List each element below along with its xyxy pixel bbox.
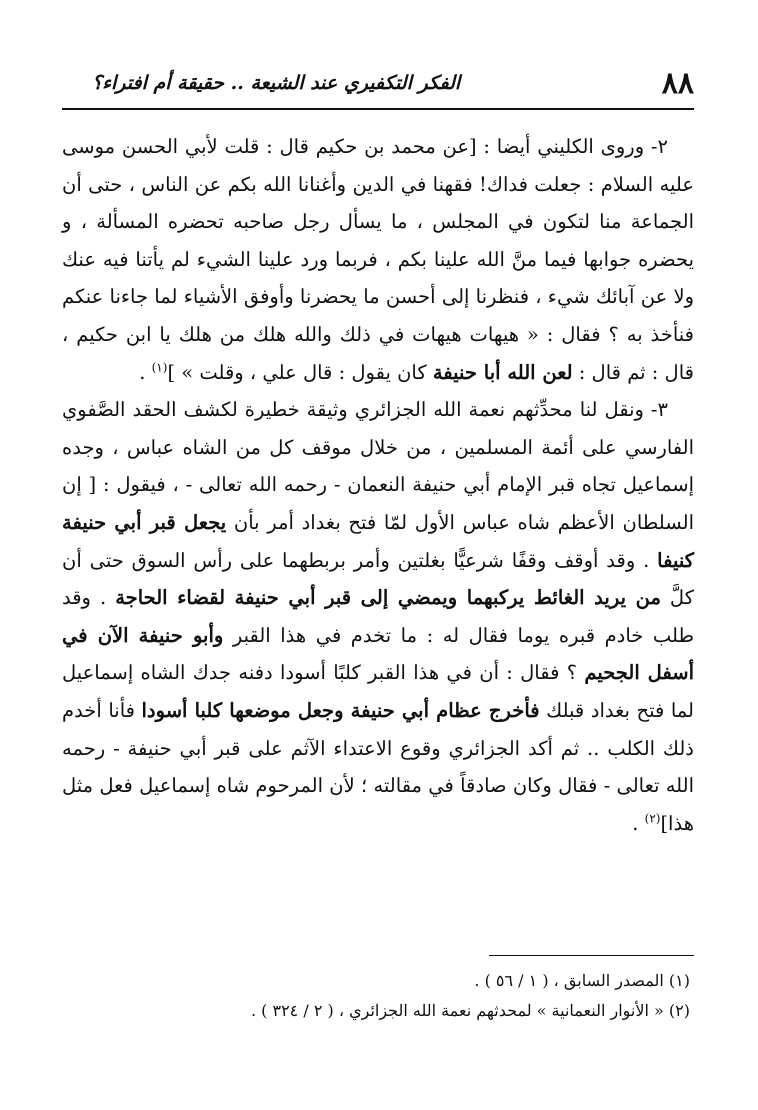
paragraph-2 <box>62 128 694 391</box>
footnote-ref-1: (١) <box>151 360 168 375</box>
bold-text-run: فأخرج عظام أبي حنيفة وجعل موضعها كلبا أسودا <box>141 698 540 722</box>
header-rule <box>62 108 694 110</box>
text-run: . <box>139 360 152 384</box>
text-run: ؟ فقال : أن في هذا القبر كلبًا أسودا دفنه جدك الشاه إسماعيل لما فتح بغداد قبلك <box>62 661 694 722</box>
footnote-2: (٢) « الأنوار النعمانية » لمحدثهم نعمة الله الجزائري ، ( ٢ / ٣٢٤ ) . <box>250 1001 690 1020</box>
text-run: . وقد طلب خادم قبره يوما فقال له : ما تخدم في هذا القبر <box>62 586 694 647</box>
text-run: ٣- ونقل لنا محدِّثهم نعمة الله الجزائري وثيقة خطيرة لكشف الحقد الصَّفوي الفارسي على أئمة المسلمين ، من خلال موقف كل من الشاه عباس ، وجده إسماعيل تجاه قبر الإمام أبي حنيفة النعمان - رحمه الله تعالى - ، فيقول : [ إن السلطان الأعظم شاه عباس الأول لمّا فتح بغداد أمر بأن <box>62 398 694 534</box>
text-run: فأنا أخدم ذلك الكلب .. ثم أكد الجزائري وقوع الاعتداء الآثم على قبر أبي حنيفة - رحمه الله تعالى - فقال وكان صادقاً في مقالته ؛ لأن المرحوم شاه إسماعيل فعل مثل هذا] <box>62 698 694 835</box>
footnote-rule <box>489 955 694 956</box>
paragraph-3 <box>62 391 694 842</box>
bold-text-run: من يريد الغائط يركبهما ويمضي إلى قبر أبي حنيفة لقضاء الحاجة <box>115 586 661 610</box>
footnote-1: (١) المصدر السابق ، ( ١ / ٥٦ ) . <box>474 971 690 990</box>
footnotes <box>62 966 690 1026</box>
text-run: كان يقول : قال علي ، وقلت » ] <box>167 360 433 384</box>
bold-text-run: يجعل قبر أبي حنيفة كنيفا <box>62 510 694 572</box>
body-text <box>62 128 694 842</box>
page-number: ٨٨ <box>661 66 694 101</box>
running-title: الفكر التكفيري عند الشيعة .. حقيقة أم افتراء؟ <box>92 72 461 94</box>
text-run: . <box>632 811 645 835</box>
footnote-ref-2: (٢) <box>644 811 661 826</box>
bold-text-run: وأبو حنيفة الآن في أسفل الجحيم <box>62 623 694 685</box>
text-run: . وقد أوقف وقفًا شرعيًّا بغلتين وأمر بربطهما على رأس السوق حتى أن كلَّ <box>62 548 694 610</box>
text-run: ٢- وروى الكليني أيضا : [عن محمد بن حكيم قال : قلت لأبي الحسن موسى عليه السلام : جعلت فداك! فقهنا في الدين وأغنانا الله بكم عن الناس ، حتى أن الجماعة منا لتكون في المجلس ، ما يسأل رجل صاحبه تحضره المسألة ، و يحضره جوابها فيما منَّ الله علينا بكم ، فربما ورد علينا الشيء لم يأتنا فيه عنك ولا عن آبائك شيء ، فنظرنا إلى أحسن ما يحضرنا وأوفق الأشياء لما جاءنا عنكم فنأخذ به ؟ فقال : « هيهات هيهات في ذلك والله هلك من هلك يا ابن حكيم ، قال : ثم قال : <box>62 135 694 384</box>
bold-text-run: لعن الله أبا حنيفة <box>432 360 573 384</box>
page-header <box>62 62 694 110</box>
